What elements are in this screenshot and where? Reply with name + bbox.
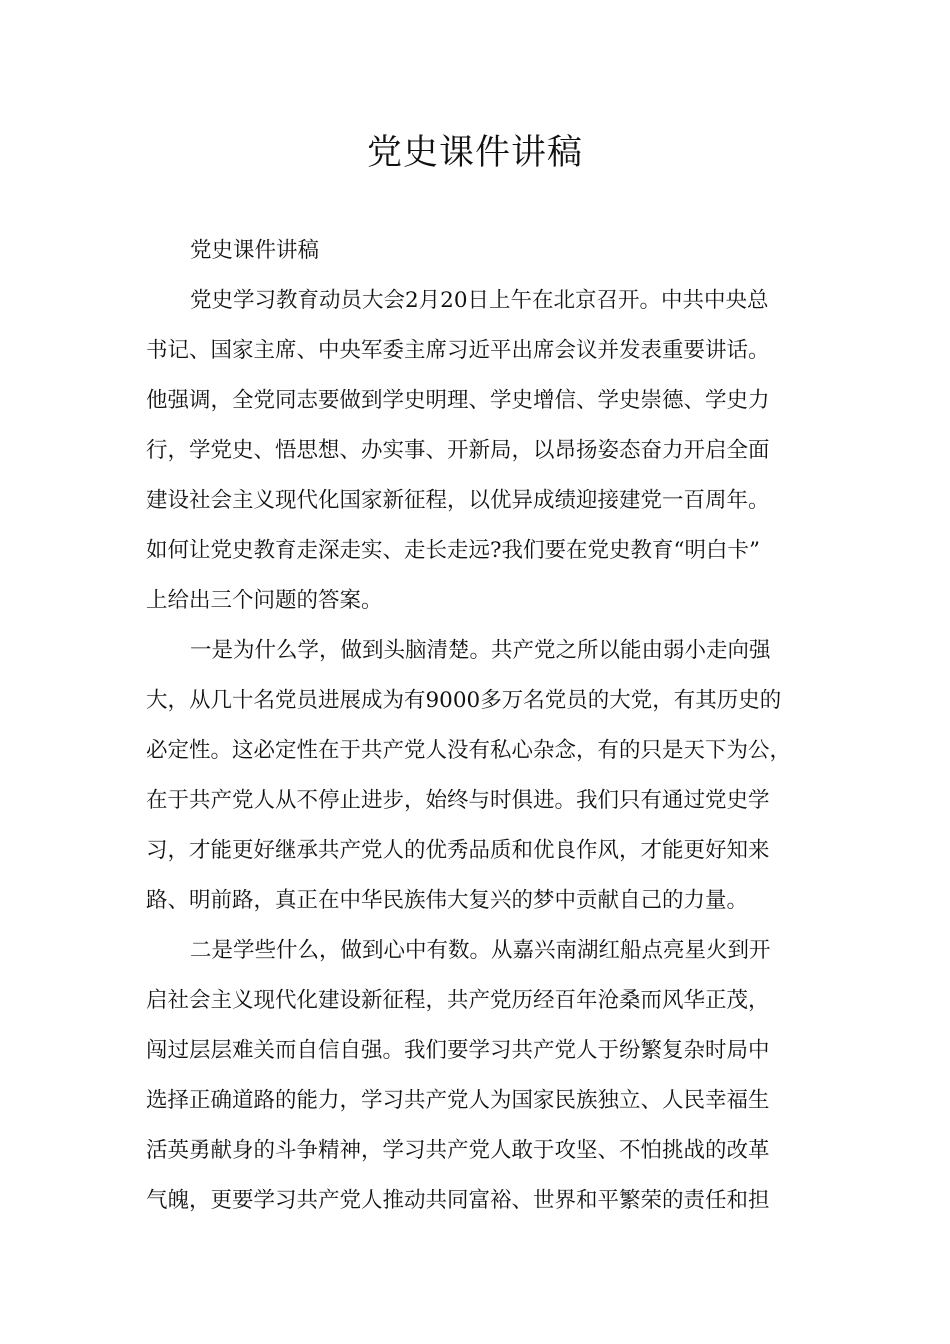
- paragraph-first-line: 党史课件讲稿: [190, 238, 320, 263]
- paragraph-line: 大，从几十名党员进展成为有9000多万名党员的大党，有其历史的: [146, 688, 782, 713]
- paragraph-line: 建设社会主义现代化国家新征程，以优异成绩迎接建党一百周年。: [146, 488, 770, 513]
- paragraph-first-line: 党史学习教育动员大会2月20日上午在北京召开。中共中央总: [190, 288, 769, 313]
- paragraph-line: 如何让党史教育走深走实、走长走远?我们要在党史教育“明白卡”: [146, 538, 761, 563]
- paragraph-line: 必定性。这必定性在于共产党人没有私心杂念，有的只是天下为公，: [146, 738, 792, 763]
- paragraph-line: 习，才能更好继承共产党人的优秀品质和优良作风，才能更好知来: [146, 838, 770, 863]
- paragraph-line: 活英勇献身的斗争精神，学习共产党人敢于攻坚、不怕挑战的改革: [146, 1138, 770, 1163]
- paragraph-line: 行，学党史、悟思想、办实事、开新局，以昂扬姿态奋力开启全面: [146, 438, 770, 463]
- paragraph-line: 气魄，更要学习共产党人推动共同富裕、世界和平繁荣的责任和担: [146, 1188, 770, 1213]
- paragraph-line: 他强调，全党同志要做到学史明理、学史增信、学史崇德、学史力: [146, 388, 770, 413]
- paragraph-first-line: 一是为什么学，做到头脑清楚。共产党之所以能由弱小走向强: [190, 638, 771, 663]
- paragraph-line: 闯过层层难关而自信自强。我们要学习共产党人于纷繁复杂时局中: [146, 1038, 770, 1063]
- paragraph-first-line: 二是学些什么，做到心中有数。从嘉兴南湖红船点亮星火到开: [190, 938, 771, 963]
- paragraph-line: 选择正确道路的能力，学习共产党人为国家民族独立、人民幸福生: [146, 1088, 770, 1113]
- paragraph-line: 上给出三个问题的答案。: [146, 588, 383, 613]
- paragraph-line: 启社会主义现代化建设新征程，共产党历经百年沧桑而风华正茂，: [146, 988, 770, 1013]
- paragraph-line: 书记、国家主席、中央军委主席习近平出席会议并发表重要讲话。: [146, 338, 770, 363]
- paragraph-line: 在于共产党人从不停止进步，始终与时俱进。我们只有通过党史学: [146, 788, 770, 813]
- paragraph-line: 路、明前路，真正在中华民族伟大复兴的梦中贡献自己的力量。: [146, 888, 749, 913]
- document-title: 党史课件讲稿: [366, 133, 583, 173]
